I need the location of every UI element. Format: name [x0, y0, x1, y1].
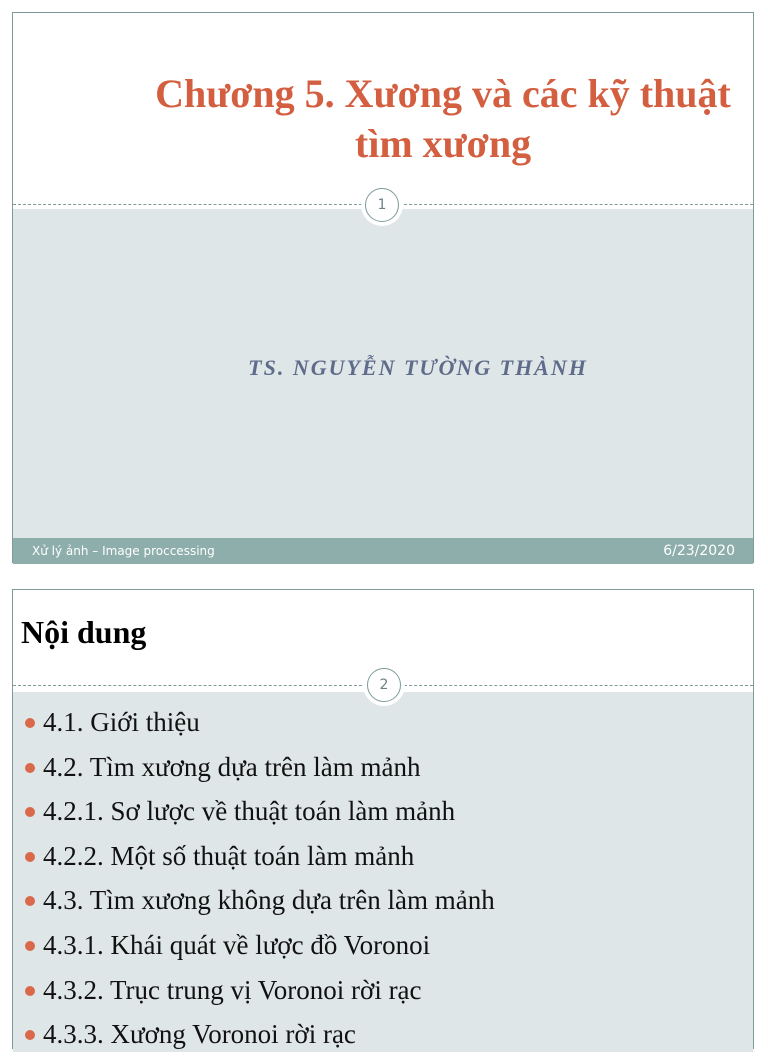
list-item [13, 878, 495, 923]
bullet-icon [25, 1030, 35, 1040]
list-item [13, 834, 495, 879]
slide-number-badge: 1 [365, 188, 399, 222]
list-item-text: 4.2. Tìm xương dựa trên làm mảnh [43, 751, 421, 782]
bullet-icon [25, 986, 35, 996]
slide-title: Chương 5. Xương và các kỹ thuật tìm xương [155, 71, 731, 166]
list-item-text: 4.2.2. Một số thuật toán làm mảnh [43, 840, 415, 871]
slide-number-badge: 2 [367, 668, 401, 702]
list-item [13, 745, 495, 790]
slide-footer [13, 538, 753, 564]
footer-course-name: Xử lý ảnh – Image proccessing [32, 544, 215, 558]
bullet-icon [25, 896, 35, 906]
bullet-icon [25, 852, 35, 862]
slide-heading: Nội dung [21, 614, 147, 650]
footer-date: 6/23/2020 [663, 543, 735, 559]
list-item-text: 4.2.1. Sơ lược về thuật toán làm mảnh [43, 796, 456, 827]
list-item [13, 968, 495, 1013]
list-item [13, 923, 495, 968]
list-item-text: 4.3.3. Xương Voronoi rời rạc [43, 1019, 356, 1050]
bullet-icon [25, 941, 35, 951]
content-slide [12, 589, 754, 1049]
bullet-icon [25, 763, 35, 773]
list-item [13, 700, 495, 745]
list-item-text: 4.3. Tìm xương không dựa trên làm mảnh [43, 885, 495, 916]
bullet-icon [25, 718, 35, 728]
title-area [13, 13, 753, 205]
list-item-text: 4.3.2. Trục trung vị Voronoi rời rạc [43, 974, 422, 1005]
bullet-icon [25, 807, 35, 817]
outline-list [13, 700, 495, 1057]
title-slide [12, 12, 754, 563]
author-subtitle: TS. NGUYỄN TƯỜNG THÀNH [248, 355, 588, 380]
list-item-text: 4.3.1. Khái quát về lược đồ Voronoi [43, 929, 431, 960]
list-item-text: 4.1. Giới thiệu [43, 707, 200, 737]
list-item [13, 1012, 495, 1057]
list-item [13, 789, 495, 834]
